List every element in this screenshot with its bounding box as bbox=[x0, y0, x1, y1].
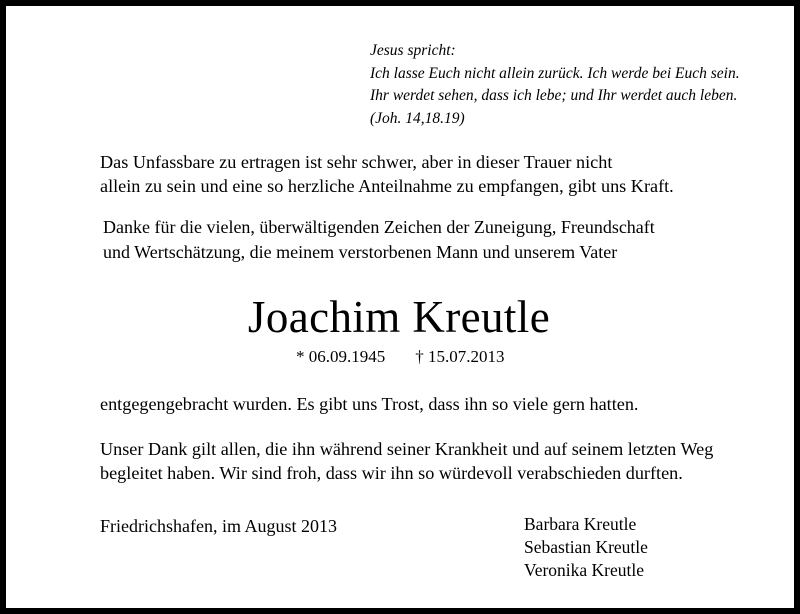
text-line: entgegengebracht wurden. Es gibt uns Trost, dass ihn so viele gern hatten. bbox=[100, 394, 639, 414]
birth-date: * 06.09.1945 bbox=[296, 347, 386, 366]
place-and-date: Friedrichshafen, im August 2013 bbox=[100, 516, 337, 536]
signer-name: Barbara Kreutle bbox=[524, 514, 637, 534]
death-date: † 15.07.2013 bbox=[415, 347, 505, 366]
signer-name: Sebastian Kreutle bbox=[524, 537, 648, 557]
paragraph-thanks bbox=[103, 215, 655, 264]
paragraph-intro bbox=[100, 150, 674, 198]
text-line: Das Unfassbare zu ertragen ist sehr schwer, aber in dieser Trauer nicht bbox=[100, 152, 613, 172]
paragraph-comfort bbox=[100, 392, 638, 416]
quote-line: Jesus spricht: bbox=[370, 42, 456, 59]
signer-name: Veronika Kreutle bbox=[524, 560, 645, 580]
text-line: allein zu sein und eine so herzliche Anteilnahme zu empfangen, gibt uns Kraft. bbox=[100, 176, 674, 196]
text-line: begleitet haben. Wir sind froh, dass wir ihn so würdevoll verabschieden durften. bbox=[100, 463, 683, 483]
text-line: Danke für die vielen, überwältigenden Zeichen der Zuneigung, Freundschaft bbox=[103, 217, 655, 237]
quote-line: Ich lasse Euch nicht allein zurück. Ich werde bei Euch sein. bbox=[370, 64, 740, 82]
signers-list bbox=[524, 513, 648, 582]
text-line: Unser Dank gilt allen, die ihn während seiner Krankheit und auf seinem letzten Weg bbox=[100, 439, 714, 459]
bible-quote bbox=[370, 40, 740, 130]
text-line: und Wertschätzung, die meinem verstorbenen Mann und unserem Vater bbox=[103, 241, 618, 262]
quote-line: Ihr werdet sehen, dass ich lebe; und Ihr werdet auch leben. bbox=[370, 87, 738, 104]
life-dates bbox=[296, 346, 505, 368]
paragraph-gratitude bbox=[100, 437, 713, 485]
deceased-name bbox=[6, 289, 794, 345]
quote-reference: (Joh. 14,18.19) bbox=[370, 109, 465, 127]
deceased-name-text: Joachim Kreutle bbox=[247, 292, 551, 342]
